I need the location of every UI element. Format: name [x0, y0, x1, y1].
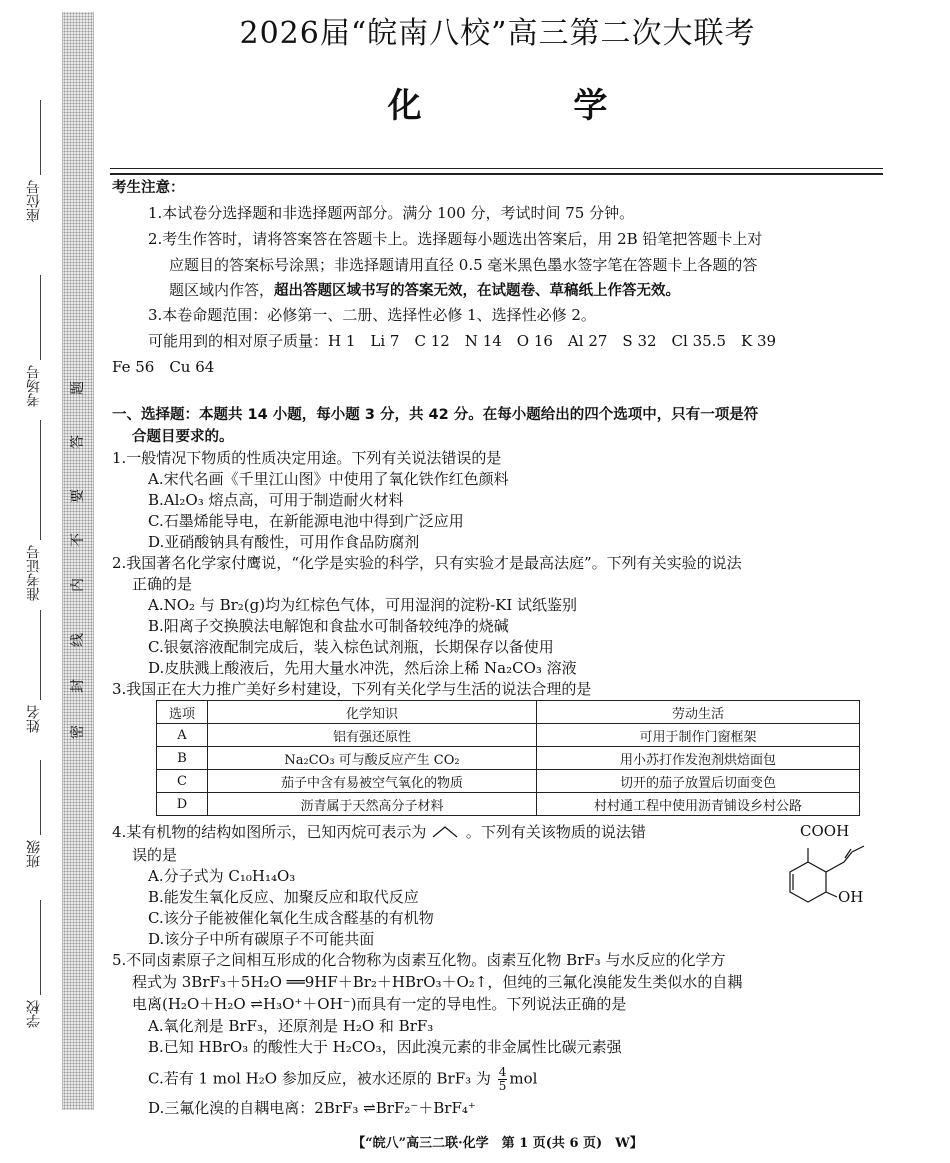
atomic-masses-line-2: Fe 56 Cu 64 [112, 358, 215, 376]
notice-heading: 考生注意： [112, 180, 185, 196]
q3-table [156, 700, 860, 816]
exam-room-label: 考场号 [26, 365, 42, 407]
table-cell: A [157, 724, 208, 747]
q3-stem: 3.我国正在大力推广美好乡村建设，下列有关化学与生活的说法合理的是 [112, 680, 592, 698]
class-line [40, 760, 41, 835]
admission-number-label: 准考证号 [26, 545, 42, 601]
ring-structure-icon [780, 840, 880, 920]
table-cell: 切开的茄子放置后切面变色 [537, 770, 860, 793]
table-cell: 用小苏打作发泡剂烘焙面包 [537, 747, 860, 770]
q5-stem-line-1: 5.不同卤素原子之间相互形成的化合物称为卤素互化物。卤素互化物 BrF₃ 与水反应的化学方 [112, 951, 726, 969]
class-label: 班级 [26, 840, 42, 868]
cooh-label: COOH [800, 822, 850, 840]
table-cell: C [157, 770, 208, 793]
notice-item-2-line-1: 2.考生作答时，请将答案答在答题卡上。选择题每小题选出答案后，用 2B 铅笔把答题卡上对 [148, 230, 763, 248]
section-heading-line-2: 合题目要求的。 [132, 429, 234, 445]
q2-option-b: B.阳离子交换膜法电解饱和食盐水可制备较纯净的烧碱 [148, 617, 509, 635]
seal-char: 密 [70, 725, 86, 739]
seat-number-label: 座位号 [26, 180, 42, 222]
q4-option-c: C.该分子能被催化氧化生成含醛基的有机物 [148, 909, 434, 927]
name-line [40, 610, 41, 700]
q5-option-d: D.三氟化溴的自耦电离：2BrF₃ ⇌BrF₂⁻＋BrF₄⁺ [148, 1099, 476, 1117]
q1-option-c: C.石墨烯能导电，在新能源电池中得到广泛应用 [148, 512, 464, 530]
q4-stem-line-1 [112, 822, 646, 843]
notice-item-3: 3.本卷命题范围：必修第一、二册、选择性必修 1、选择性必修 2。 [148, 306, 596, 324]
school-line [40, 900, 41, 995]
atomic-masses-line-1: 可能用到的相对原子质量：H 1 Li 7 C 12 N 14 O 16 Al 27 S 32 Cl 35.5 K 39 [148, 332, 777, 350]
oh-label: OH [838, 888, 864, 906]
table-cell: 可用于制作门窗框架 [537, 724, 860, 747]
q5-option-c [148, 1066, 537, 1093]
q4-option-d: D.该分子中所有碳原子不可能共面 [148, 930, 375, 948]
seal-strip [62, 12, 94, 1110]
q2-stem-line-2: 正确的是 [132, 575, 193, 593]
notice-item-2-line-3 [169, 280, 680, 302]
table-cell: 铝有强还原性 [208, 724, 537, 747]
seal-char: 封 [70, 679, 86, 693]
fraction [498, 1066, 508, 1093]
q4-stem-part-b: 。下列有关该物质的说法错 [465, 823, 646, 841]
q5-stem-line-2: 程式为 3BrF₃＋5H₂O ══9HF＋Br₂＋HBrO₃＋O₂↑，但纯的三氟化溴能发生类似水的自耦 [132, 973, 743, 991]
table-cell: B [157, 747, 208, 770]
seal-char: 答 [70, 435, 86, 449]
seal-char: 内 [70, 578, 86, 592]
seal-char: 要 [70, 489, 86, 503]
q5-option-c-unit: mol [509, 1069, 538, 1088]
notice-item-2-line-2: 应题目的答案标号涂黑；非选择题请用直径 0.5 毫米黑色墨水签字笔在答题卡上各题的答 [169, 256, 758, 274]
table-cell: 茄子中含有易被空气氧化的物质 [208, 770, 537, 793]
table-row [157, 747, 860, 770]
table-row [157, 724, 860, 747]
q5-option-c-text: C.若有 1 mol H₂O 参加反应，被水还原的 BrF₃ 为 [148, 1069, 491, 1088]
seat-number-line [40, 100, 41, 175]
q2-option-d: D.皮肤溅上酸液后，先用大量水冲洗，然后涂上稀 Na₂CO₃ 溶液 [148, 659, 577, 677]
page-footer: 【“皖八”高三二联·化学 第 1 页(共 6 页) W】 [352, 1136, 643, 1151]
q4-option-a: A.分子式为 C₁₀H₁₄O₃ [148, 867, 296, 885]
q4-option-b: B.能发生氧化反应、加聚反应和取代反应 [148, 888, 419, 906]
table-row [157, 770, 860, 793]
q5-option-b: B.已知 HBrO₃ 的酸性大于 H₂CO₃，因此溴元素的非金属性比碳元素强 [148, 1038, 622, 1056]
seal-char: 题 [70, 381, 86, 395]
q4-stem-line-2: 误的是 [132, 846, 178, 864]
table-cell: D [157, 793, 208, 816]
seal-char: 线 [70, 633, 86, 647]
table-header-row [157, 701, 860, 724]
q1-stem: 1.一般情况下物质的性质决定用途。下列有关说法错误的是 [112, 449, 502, 467]
table-cell: Na₂CO₃ 可与酸反应产生 CO₂ [208, 747, 537, 770]
school-label: 学校 [26, 1000, 42, 1028]
table-header: 化学知识 [208, 701, 537, 724]
q1-option-b: B.Al₂O₃ 熔点高，可用于制造耐火材料 [148, 491, 404, 509]
header-rule [110, 168, 883, 175]
table-header: 选项 [157, 701, 208, 724]
notice-item-1: 1.本试卷分选择题和非选择题两部分。满分 100 分，考试时间 75 分钟。 [148, 204, 635, 222]
q1-option-a: A.宋代名画《千里江山图》中使用了氧化铁作红色颜料 [148, 470, 509, 488]
q2-option-c: C.银氨溶液配制完成后，装入棕色试剂瓶，长期保存以备使用 [148, 638, 554, 656]
admission-number-line [40, 420, 41, 540]
subject-title: 化 学 [387, 86, 678, 126]
q2-stem-line-1: 2.我国著名化学家付鹰说，“化学是实验的科学，只有实验才是最高法庭”。下列有关实验的说法 [112, 554, 742, 572]
seal-char: 不 [70, 533, 86, 547]
exam-title: 2026届“皖南八校”高三第二次大联考 [239, 16, 756, 51]
q5-stem-line-3: 电离(H₂O＋H₂O ⇌H₃O⁺＋OH⁻)而具有一定的导电性。下列说法正确的是 [132, 995, 627, 1013]
fraction-denominator: 5 [498, 1079, 507, 1093]
table-header: 劳动生活 [537, 701, 860, 724]
notice-item-2-line-3a: 题区域内作答， [169, 281, 275, 299]
table-cell: 村村通工程中使用沥青铺设乡村公路 [537, 793, 860, 816]
propane-skeletal-icon [431, 823, 461, 839]
q2-option-a: A.NO₂ 与 Br₂(g)均为红棕色气体，可用湿润的淀粉-KI 试纸鉴别 [148, 596, 578, 614]
q1-option-d: D.亚硝酸钠具有酸性，可用作食品防腐剂 [148, 533, 420, 551]
table-cell: 沥青属于天然高分子材料 [208, 793, 537, 816]
notice-item-2-line-3b: 超出答题区域书写的答案无效，在试题卷、草稿纸上作答无效。 [274, 283, 681, 299]
q5-option-a: A.氧化剂是 BrF₃，还原剂是 H₂O 和 BrF₃ [148, 1017, 434, 1035]
fraction-numerator: 4 [498, 1065, 507, 1079]
name-label: 姓名 [26, 705, 42, 733]
table-row [157, 793, 860, 816]
section-heading-line-1: 一、选择题：本题共 14 小题，每小题 3 分，共 42 分。在每小题给出的四个选项中，只有一项是符 [112, 407, 759, 423]
q4-stem-part-a: 4.某有机物的结构如图所示，已知丙烷可表示为 [112, 823, 427, 841]
exam-room-line [40, 275, 41, 360]
